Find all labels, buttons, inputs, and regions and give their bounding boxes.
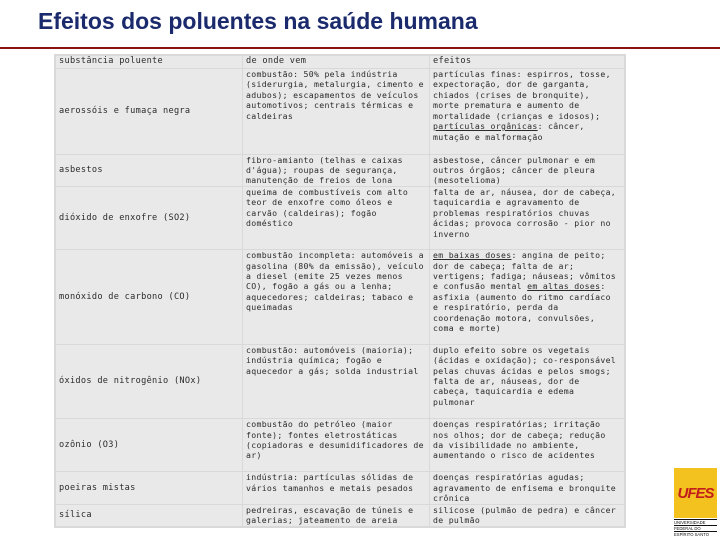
- effects-underlined-text: em baixas doses: [433, 250, 512, 261]
- header-source: de onde vem: [243, 56, 429, 68]
- effects-cell: doenças respiratórias agudas; agravamento de enfisema e bronquite crônica: [430, 472, 624, 503]
- table-row: [56, 419, 624, 471]
- table-row: [56, 250, 624, 344]
- effects-text: : asfixia (aumento do ritmo cardíaco e respiratório, perda da coordenação motora, convulsões, coma e morte): [433, 281, 611, 334]
- source-cell: combustão: 50% pela indústria (siderurgia, metalurgia, cimento e adubos); escapamentos de veículos automotivos; centrais térmicas e caldeiras: [243, 69, 429, 153]
- pollutant-cell: óxidos de nitrogênio (NOx): [56, 345, 242, 418]
- pollutant-cell: ozônio (O3): [56, 419, 242, 471]
- effects-cell: [430, 69, 624, 153]
- table-row: [56, 472, 624, 503]
- logo-emblem: [674, 468, 717, 518]
- source-cell: combustão incompleta: automóveis a gasolina (80% da emissão), veículo a diesel (emite 25 vezes menos CO), fogão a gás ou a lenha; aquecedores; caldeiras; tabaco e queimadas: [243, 250, 429, 344]
- logo-caption-line: ESPÍRITO SANTO: [674, 531, 717, 537]
- source-cell: pedreiras, escavação de túneis e galerias; jateamento de areia: [243, 505, 429, 526]
- source-cell: combustão do petróleo (maior fonte); fontes eletrostáticas (copiadoras e desumidificadores de ar): [243, 419, 429, 471]
- header-effects: efeitos: [430, 56, 624, 68]
- table-row: [56, 505, 624, 526]
- table-row: [56, 187, 624, 249]
- logo-mark: UFES: [677, 484, 714, 502]
- effects-cell: falta de ar, náusea, dor de cabeça, taquicardia e agravamento de problemas respiratórios chuvas ácidas; provoca corrosão - pior no inverno: [430, 187, 624, 249]
- effects-cell: silicose (pulmão de pedra) e câncer de pulmão: [430, 505, 624, 526]
- header-pollutant: substância poluente: [56, 56, 242, 68]
- effects-underlined-text: partículas orgânicas: [433, 121, 538, 132]
- table-row: [56, 69, 624, 153]
- effects-underlined-text: em altas doses: [527, 281, 601, 292]
- logo-caption-line: UNIVERSIDADE: [674, 519, 717, 525]
- effects-cell: asbestose, câncer pulmonar e em outros órgãos; câncer de pleura (mesotelioma): [430, 155, 624, 186]
- title-divider: [0, 47, 720, 49]
- source-cell: queima de combustíveis com alto teor de enxofre como óleos e carvão (caldeiras); fogão doméstico: [243, 187, 429, 249]
- effects-text: partículas finas: espirros, tosse, expectoração, dor de garganta, chiados (crises de bronquite), morte prematura e aumento de mortalidade (crianças e idosos);: [433, 69, 611, 121]
- table-header-row: [56, 56, 624, 68]
- logo-caption: [674, 519, 717, 537]
- pollutants-table: [54, 54, 626, 528]
- page-title: Efeitos dos poluentes na saúde humana: [38, 8, 478, 34]
- source-cell: combustão: automóveis (maioria); indústria química; fogão e aquecedor a gás; solda industrial: [243, 345, 429, 418]
- pollutant-cell: poeiras mistas: [56, 472, 242, 503]
- effects-cell: duplo efeito sobre os vegetais (ácidas e oxidação); co-responsável pelas chuvas ácidas e pelos smogs; falta de ar, náuseas, dor de cabeça, taquicardia e edema pulmonar: [430, 345, 624, 418]
- effects-text: : angina de peito; dor de cabeça; falta de ar; vertigens; fadiga; náuseas; vômitos e confusão mental: [433, 250, 617, 292]
- logo-caption-line: FEDERAL DO: [674, 525, 717, 531]
- effects-cell: doenças respiratórias; irritação nos olhos; dor de cabeça; redução da visibilidade no ambiente, aumentando o risco de acidentes: [430, 419, 624, 471]
- table-row: [56, 345, 624, 418]
- ufes-logo: [674, 468, 717, 536]
- pollutant-cell: aerossóis e fumaça negra: [56, 69, 242, 153]
- pollutant-cell: sílica: [56, 505, 242, 526]
- pollutant-cell: asbestos: [56, 155, 242, 186]
- table-row: [56, 155, 624, 186]
- effects-cell: [430, 250, 624, 344]
- pollutant-cell: monóxido de carbono (CO): [56, 250, 242, 344]
- source-cell: fibro-amianto (telhas e caixas d'água); roupas de segurança, manutenção de freios de lona: [243, 155, 429, 186]
- effects-text: : câncer, mutação e malformação: [433, 121, 585, 142]
- pollutant-cell: dióxido de enxofre (SO2): [56, 187, 242, 249]
- source-cell: indústria: partículas sólidas de vários tamanhos e metais pesados: [243, 472, 429, 503]
